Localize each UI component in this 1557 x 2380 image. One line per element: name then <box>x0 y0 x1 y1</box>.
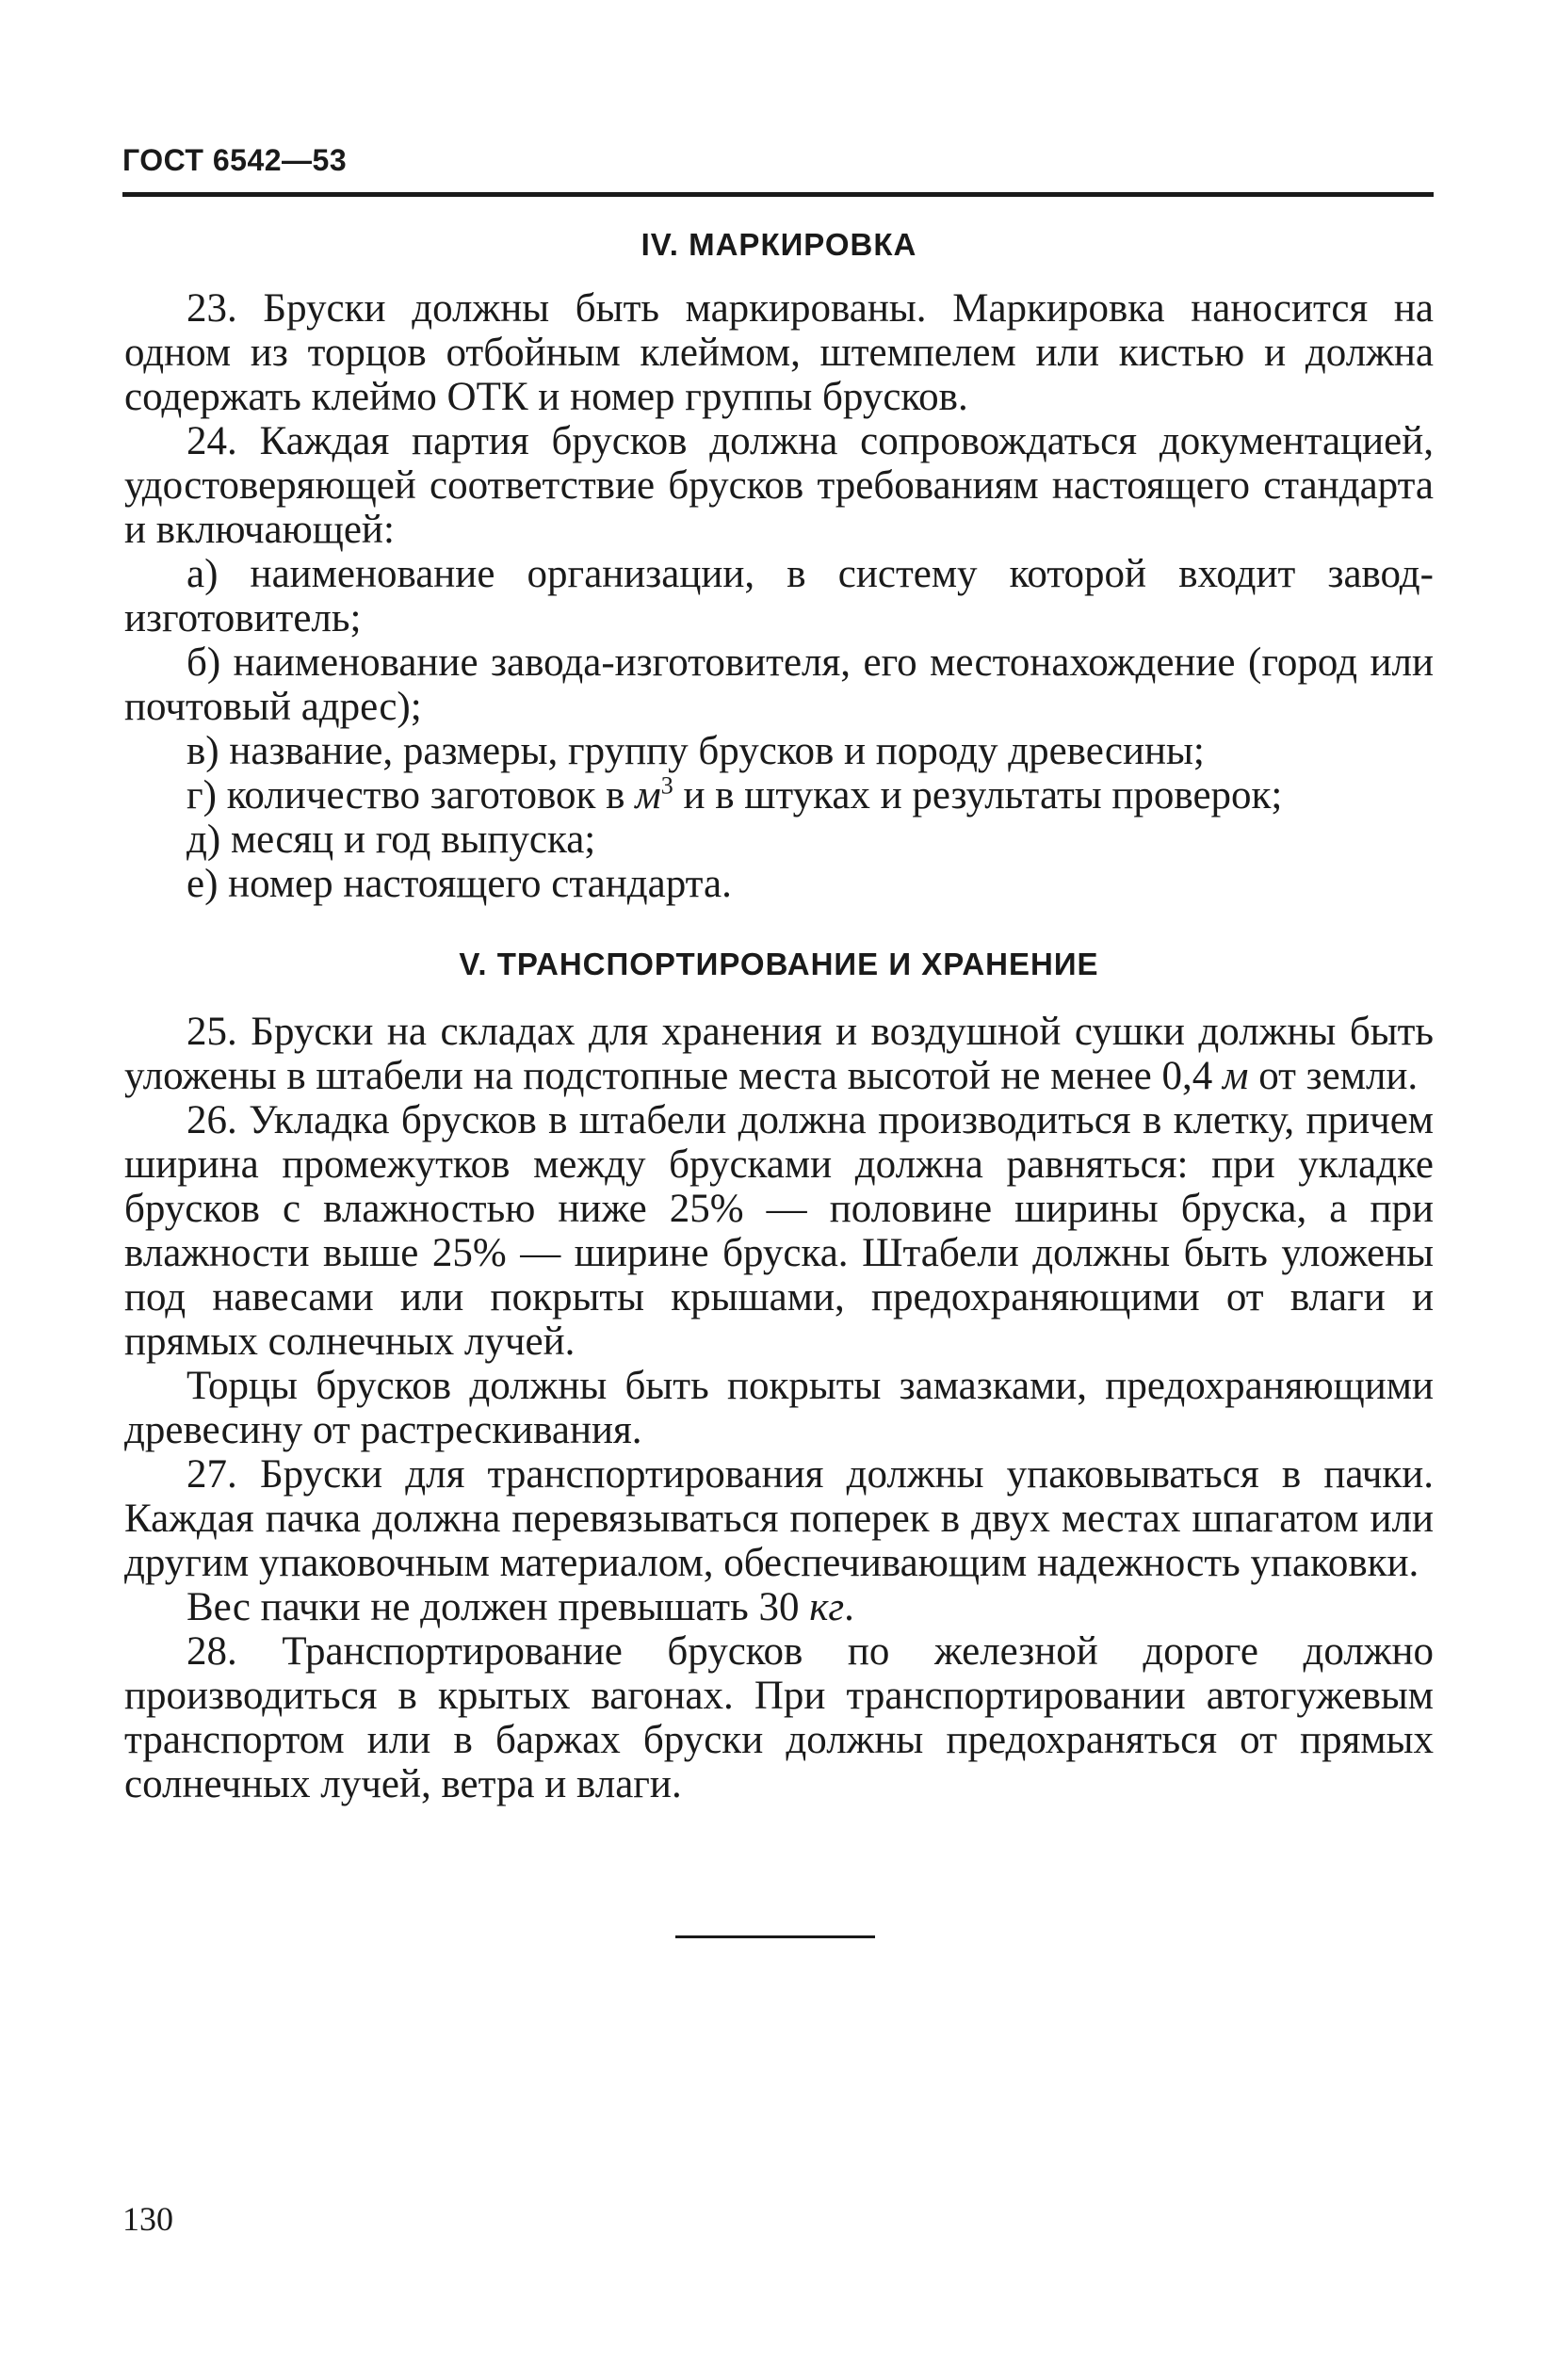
end-of-text-rule <box>675 1935 875 1938</box>
list-item-v: в) название, размеры, группу брусков и породу древесины; <box>187 729 1205 773</box>
document-body <box>124 224 1434 1806</box>
unit-kilogram: кг <box>809 1585 845 1629</box>
list-item-e: е) номер настоящего стандарта. <box>187 862 732 906</box>
paragraph-27: 27. Бруски для транспортирования должны упаковываться в пачки. Каждая пачка должна перевязываться поперек в двух местах шпагатом или другим упаковочным материалом, обеспечивающим надежность упаковки. <box>124 1452 1434 1585</box>
paragraph-25-text: 25. Бруски на складах для хранения и воздушной сушки должны быть уложены в штабели на подстопные места высотой не менее 0,4 <box>124 1010 1434 1098</box>
paragraph-26-continued: Торцы брусков должны быть покрыты замазками, предохраняющими древесину от растрескивания. <box>124 1364 1434 1452</box>
paragraph-27b-text: Вес пачки не должен превышать 30 <box>187 1585 810 1629</box>
section-4-title: IV. МАРКИРОВКА <box>641 227 917 262</box>
paragraph-26: 26. Укладка брусков в штабели должна производиться в клетку, причем ширина промежутков между брусками должна равняться: при укладке брусков с влажностью ниже 25% — половине ширины бруска, а при влажности выше 25% — ширине бруска. Штабели должны быть уложены под навесами или покрыты крышами, предохраняющими от влаги и прямых солнечных лучей. <box>124 1098 1434 1364</box>
unit-cubic-meter: м <box>635 773 661 818</box>
paragraph-28: 28. Транспортирование брусков по железной дороге должно производиться в крытых вагонах. При транспортировании автогужевым транспортом или в баржах бруски должны предохраняться от прямых солнечных лучей, ветра и влаги. <box>124 1629 1434 1806</box>
section-5-title: V. ТРАНСПОРТИРОВАНИЕ И ХРАНЕНИЕ <box>459 947 1099 981</box>
paragraph-25 <box>124 1010 1434 1098</box>
list-item-g <box>124 773 1434 818</box>
list-item-g-text: г) количество заготовок в <box>187 773 636 818</box>
paragraph-24: 24. Каждая партия брусков должна сопровождаться документацией, удостоверяющей соответствие брусков требованиям настоящего стандарта и включающей: <box>124 419 1434 552</box>
header-rule <box>122 192 1434 197</box>
list-item-b: б) наименование завода-изготовителя, его местонахождение (город или почтовый адрес); <box>124 640 1434 729</box>
page-number: 130 <box>122 2200 173 2238</box>
list-item-d: д) месяц и год выпуска; <box>187 818 596 862</box>
unit-meter: м <box>1223 1054 1249 1098</box>
paragraph-27b-rest: . <box>844 1585 854 1629</box>
list-item-a: а) наименование организации, в систему которой входит завод-изготовитель; <box>124 552 1434 640</box>
paragraph-27-continued <box>124 1585 1434 1629</box>
paragraph-23: 23. Бруски должны быть маркированы. Маркировка наносится на одном из торцов отбойным клеймом, штемпелем или кистью и должна содержать клеймо ОТК и номер группы брусков. <box>124 286 1434 419</box>
unit-exponent: 3 <box>660 771 673 800</box>
paragraph-25-rest: от земли. <box>1248 1054 1419 1098</box>
list-item-g-rest: и в штуках и результаты проверок; <box>673 773 1283 818</box>
page-header: ГОСТ 6542—53 <box>122 143 348 177</box>
